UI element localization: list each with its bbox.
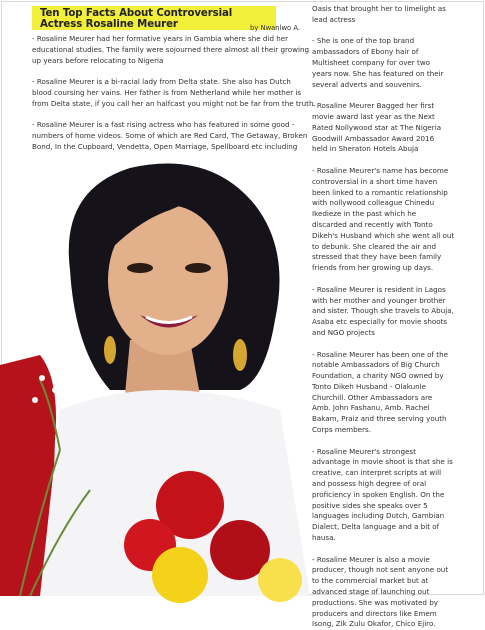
paragraph-line: lead actress — [312, 14, 356, 24]
right-eye — [185, 263, 211, 273]
paragraph-line: Bond, In the Cupboard, Vendetta, Open Marriage, Spellboard etc including — [32, 141, 298, 151]
article-title-line-2: Actress Rosaline Meurer — [40, 19, 178, 30]
paragraph-line: advanced stage of launching out — [312, 587, 430, 597]
paragraph-line: creative, can interpret scripts at will — [312, 468, 442, 478]
article-title-line-1: Ten Top Facts About Controversial — [40, 8, 233, 19]
right-earring — [233, 339, 247, 371]
paragraph-line: numbers of home videos. Some of which are Red Card, The Getaway, Broken — [32, 130, 308, 140]
paragraph-spacer — [312, 436, 474, 447]
paragraph-line: Goodwill Ambassador Award 2016 — [312, 133, 435, 143]
paragraph-line: with her mother and younger brother — [312, 295, 446, 305]
paragraph-line: blood coursing her vains. Her father is from Netherland while her mother is — [32, 87, 302, 97]
paragraph-spacer — [312, 90, 474, 101]
paragraph-line: Tonto Dikeh Husband - Olakunle — [312, 381, 427, 391]
yellow-flower — [258, 558, 302, 602]
paragraph-line: proficiency in spoken English. On the — [312, 489, 445, 499]
paragraph-line: controversial in a short time haven — [312, 176, 438, 186]
paragraph-line: - Rosaline Meurer's name has become — [312, 165, 449, 175]
left-paragraph-2 — [32, 77, 316, 109]
paragraph-line: Ikedieze in the past which he — [312, 209, 417, 219]
paragraph-line: - Rosaline Meurer is a fast rising actress who has featured in some good - — [32, 120, 295, 129]
paragraph-line: Rated Nollywood star at The Nigeria — [312, 122, 442, 132]
paragraph-line: and sister. Though she travels to Abuja, — [312, 306, 454, 316]
paragraph-line: Foundation, a charity NGO owned by — [312, 371, 444, 381]
paragraph-line: - Rosaline Meurer is resident in Lagos — [312, 284, 446, 294]
paragraph-line: and NGO projects — [312, 327, 375, 337]
paragraph-line: ambassadors of Ebony hair of — [312, 47, 419, 57]
paragraph-line: - Rosaline Meurer has been one of the — [312, 349, 448, 359]
left-paragraph-1 — [32, 34, 310, 66]
paragraph-line: hausa. — [312, 533, 336, 543]
paragraph-line: up years before relocating to Nigeria — [32, 55, 164, 65]
paragraph-line: several adverts and souvenirs. — [312, 79, 422, 89]
paragraph-spacer — [312, 26, 474, 37]
paragraph-line: from Delta state, if you call her an halfcast you might not be far from the truth. — [32, 98, 316, 108]
paragraph-spacer — [312, 155, 474, 166]
paragraph-line: - Rosaline Meurer Bagged her first — [312, 101, 435, 111]
paragraph-line: educational studies. The family were sojourned there almost all their growing — [32, 44, 310, 54]
paragraph-line: Isong, Zik Zulu Okafor, Chico Ejiro. — [312, 619, 436, 629]
yellow-flower — [152, 547, 208, 603]
paragraph-line: and possess high degree of oral — [312, 479, 427, 489]
paragraph-line: - She is one of the top brand — [312, 36, 415, 46]
paragraph-line: Multisheet company for over two — [312, 57, 431, 67]
paragraph-line: Churchill. Other Ambassadors are — [312, 392, 433, 402]
paragraph-line: stressed that they have been family — [312, 252, 442, 262]
paragraph-line: producers and directors like Emem — [312, 608, 437, 618]
paragraph-line: Dialect, Delta language and a bit of — [312, 522, 440, 532]
portrait-photo — [0, 150, 320, 596]
paragraph-line: to the commercial market but at — [312, 576, 429, 586]
paragraph-line: Dikeh's Husband which she went all out — [312, 230, 455, 240]
byline: by Nwanlwo A. — [250, 24, 301, 32]
paragraph-line: - Rosaline Meurer's strongest — [312, 446, 416, 456]
paragraph-line: Asaba etc especially for movie shoots — [312, 317, 448, 327]
paragraph-line: advantage in movie shoot is that she is — [312, 457, 453, 467]
paragraph-line: movie award last year as the Next — [312, 111, 435, 121]
paragraph-line: positive sides she speaks over 5 — [312, 500, 428, 510]
paragraph-line: been linked to a romantic relationship — [312, 187, 448, 197]
left-earring — [104, 336, 116, 364]
paragraph-line: notable Ambassadors of Big Church — [312, 360, 440, 370]
left-paragraph-3 — [32, 120, 308, 152]
paragraph-spacer — [312, 544, 474, 555]
paragraph-spacer — [312, 339, 474, 350]
paragraph-line: producer, though not sent anyone out — [312, 565, 449, 575]
left-eye — [127, 263, 153, 273]
paragraph-line: held in Sheraton Hotels Abuja — [312, 144, 419, 154]
paragraph-line: Bakam, Praiz and three serving youth — [312, 414, 447, 424]
paragraph-line: years now. She has featured on their — [312, 68, 444, 78]
paragraph-line: - Rosaline Meurer had her formative years in Gambia where she did her — [32, 34, 289, 43]
paragraph-line: friends from her growing up days. — [312, 263, 434, 273]
paragraph-spacer — [312, 274, 474, 285]
paragraph-line: to debunk. She cleared the air and — [312, 241, 436, 251]
paragraph-line: productions. She was motivated by — [312, 597, 438, 607]
paragraph-line: Oasis that brought her to limelight as — [312, 4, 446, 13]
paragraph-line: languages including Dutch, Gambian — [312, 511, 445, 521]
paragraph-line: Corps members. — [312, 425, 371, 435]
paragraph-line: Amb. John Fashanu, Amb. Rachel — [312, 403, 430, 413]
paragraph-line: - Rosaline Meurer is a bi-racial lady from Delta state. She also has Dutch — [32, 77, 291, 86]
paragraph-line: discarded and recently with Tonto — [312, 219, 433, 229]
paragraph-line: - Rosaline Meurer is also a movie — [312, 554, 430, 564]
paragraph-line: with nollywood colleague Chinedu — [312, 198, 435, 208]
right-column — [312, 4, 474, 630]
